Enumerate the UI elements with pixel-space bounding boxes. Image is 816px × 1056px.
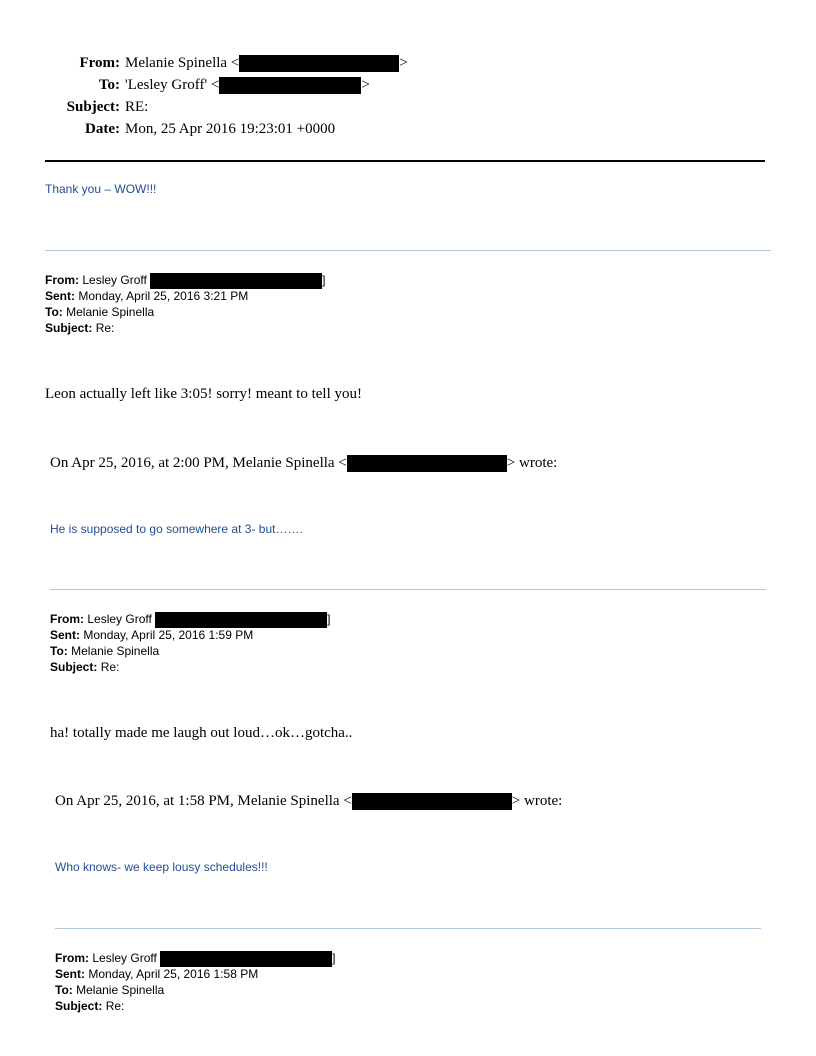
quote1-to-label: To: [45, 305, 63, 319]
quote1-from-label: From: [45, 273, 79, 287]
quote2-reply-body: Who knows- we keep lousy schedules!!! [55, 860, 268, 874]
quote3-from-close: ] [332, 951, 336, 965]
quote2-to-row [50, 643, 159, 659]
redaction-box [160, 951, 332, 967]
quote2-from-close: ] [327, 612, 331, 626]
header-date-row [0, 120, 335, 138]
quote3-from-label: From: [55, 951, 89, 965]
quote2-sent-value: Monday, April 25, 2016 1:59 PM [83, 628, 254, 642]
quote2-from-row [50, 611, 331, 628]
quote2-from-name: Lesley Groff [87, 612, 152, 626]
quote3-to-value: Melanie Spinella [76, 983, 165, 997]
quote1-attribution [50, 455, 557, 472]
quote2-subject-label: Subject: [50, 660, 98, 674]
quote3-sent-row [55, 966, 258, 982]
quote1-reply-body: He is supposed to go somewhere at 3- but……. [50, 522, 303, 536]
quote1-attribution-pre: On Apr 25, 2016, at 2:00 PM, Melanie Spinella < [50, 455, 347, 471]
header-from-close: > [399, 55, 408, 71]
redaction-box [352, 793, 512, 810]
quote1-subject-value: Re: [95, 321, 115, 335]
quote1-body: Leon actually left like 3:05! sorry! meant to tell you! [45, 386, 362, 402]
quote1-attribution-post: > wrote: [506, 455, 558, 471]
header-to-close: > [361, 77, 370, 93]
quote1-subject-label: Subject: [45, 321, 93, 335]
redaction-box [239, 55, 399, 72]
quote1-to-value: Melanie Spinella [66, 305, 155, 319]
message-body: Thank you – WOW!!! [45, 182, 157, 196]
redaction-box [347, 455, 507, 472]
header-from-label: From: [79, 55, 120, 71]
header-from-name: Melanie Spinella < [125, 55, 240, 71]
quote2-to-value: Melanie Spinella [71, 644, 160, 658]
header-date-label: Date: [85, 121, 120, 137]
quote3-subject-value: Re: [105, 999, 125, 1013]
quote1-subject-row [45, 320, 114, 336]
quote2-sent-row [50, 627, 253, 643]
quote1-sent-label: Sent: [45, 289, 75, 303]
header-subject-value: RE: [125, 99, 149, 115]
quote3-subject-label: Subject: [55, 999, 103, 1013]
quote2-subject-value: Re: [100, 660, 120, 674]
header-date-value: Mon, 25 Apr 2016 19:23:01 +0000 [125, 121, 336, 137]
quote1-from-close: ] [322, 273, 326, 287]
quote2-body: ha! totally made me laugh out loud…ok…gotcha.. [50, 725, 353, 741]
header-from-row [0, 54, 408, 72]
quote3-from-name: Lesley Groff [92, 951, 157, 965]
quote3-to-label: To: [55, 983, 73, 997]
quote1-from-name: Lesley Groff [82, 273, 147, 287]
quote3-subject-row [55, 998, 124, 1014]
quote2-subject-row [50, 659, 119, 675]
redaction-box [219, 77, 361, 94]
quote2-attribution [55, 793, 562, 810]
quote3-sent-value: Monday, April 25, 2016 1:58 PM [88, 967, 259, 981]
redaction-box [150, 273, 322, 289]
quote3-to-row [55, 982, 164, 998]
quote-divider [55, 928, 761, 929]
quote2-sent-label: Sent: [50, 628, 80, 642]
quote2-attribution-post: > wrote: [511, 793, 563, 809]
quote1-sent-value: Monday, April 25, 2016 3:21 PM [78, 289, 249, 303]
quote2-attribution-pre: On Apr 25, 2016, at 1:58 PM, Melanie Spinella < [55, 793, 352, 809]
quote3-sent-label: Sent: [55, 967, 85, 981]
header-to-label: To: [98, 77, 120, 93]
quote2-to-label: To: [50, 644, 68, 658]
header-divider [45, 160, 765, 162]
header-to-name: 'Lesley Groff' < [125, 77, 220, 93]
header-subject-row [0, 98, 148, 116]
quote1-from-row [45, 272, 326, 289]
quote1-sent-row [45, 288, 248, 304]
quote-divider [45, 250, 771, 251]
header-subject-label: Subject: [66, 99, 120, 115]
header-to-row [0, 76, 370, 94]
quote3-from-row [55, 950, 336, 967]
quote-divider [50, 589, 766, 590]
quote2-from-label: From: [50, 612, 84, 626]
redaction-box [155, 612, 327, 628]
quote1-to-row [45, 304, 154, 320]
